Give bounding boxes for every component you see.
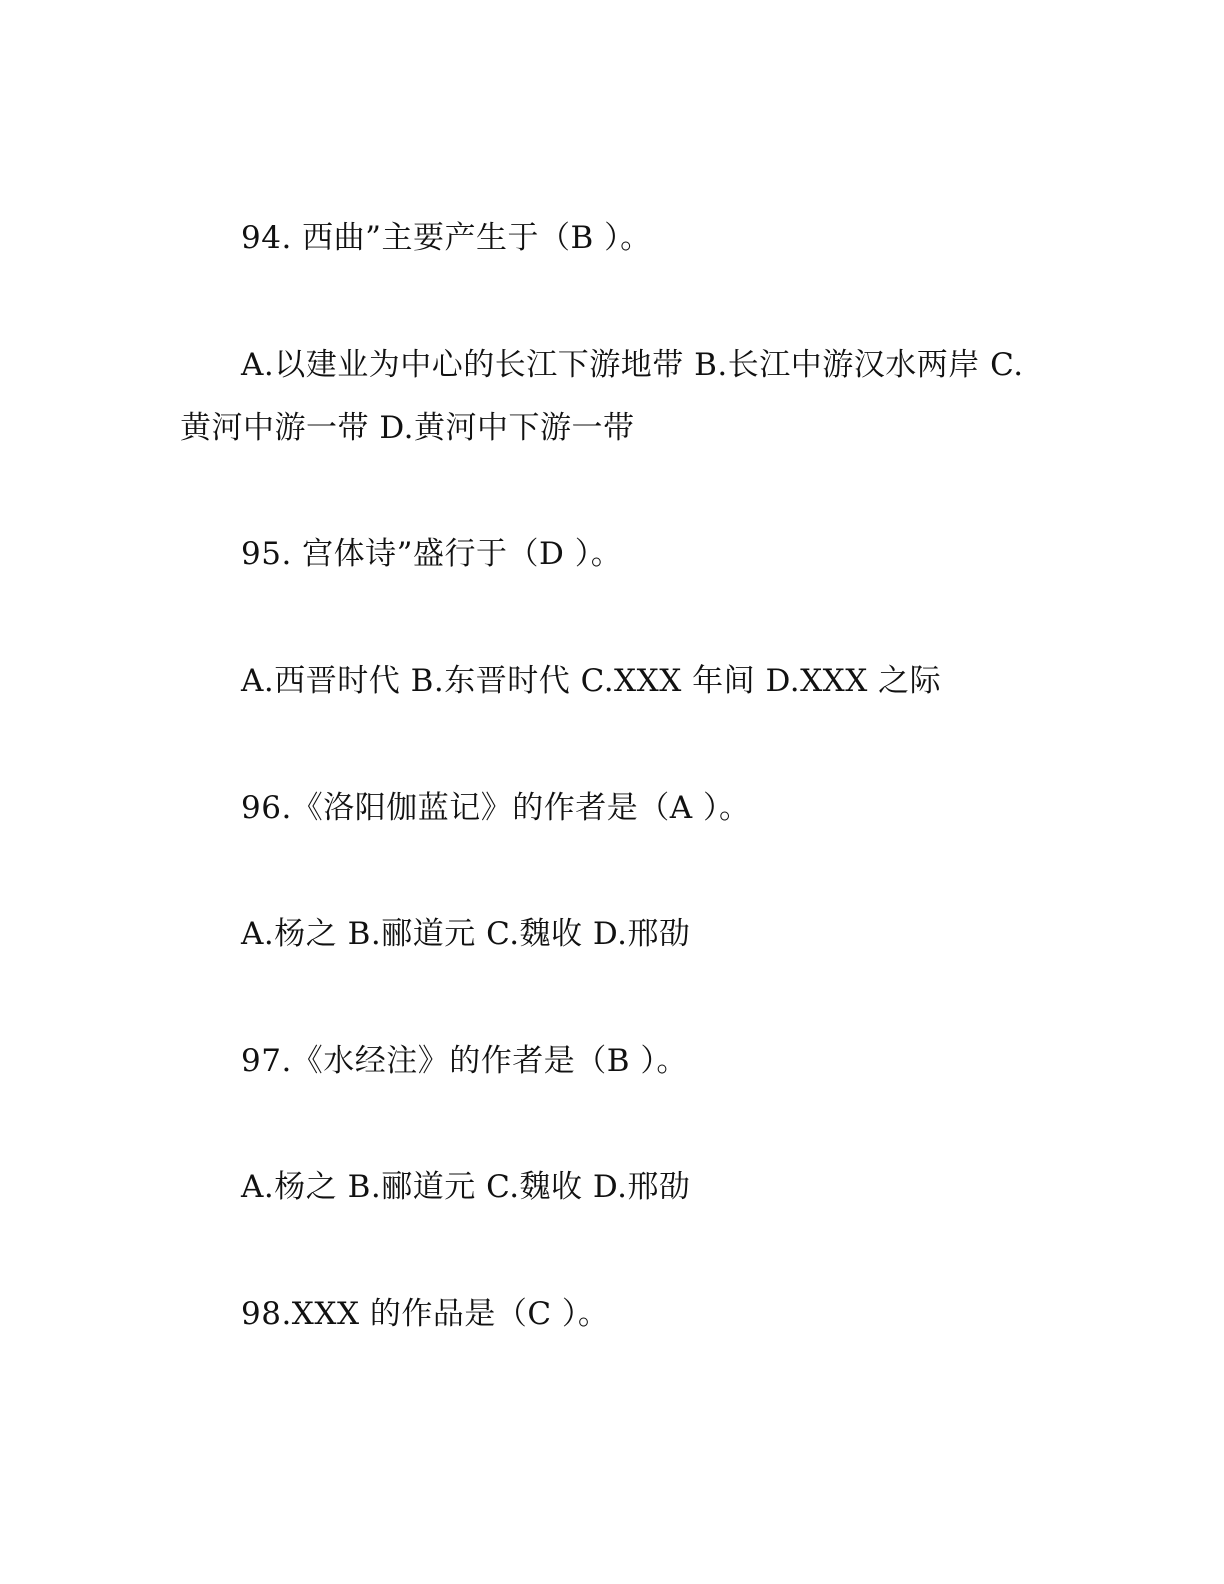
question-94-stem: 94. 西曲”主要产生于（B ）。 [241,220,652,256]
question-94-options-line1: A.以建业为中心的长江下游地带 B.长江中游汉水两岸 C. [241,347,1024,383]
question-95-stem: 95. 宫体诗”盛行于（D ）。 [241,536,623,572]
question-94-options-line2: 黄河中游一带 D.黄河中下游一带 [180,410,635,446]
question-95-options: A.西晋时代 B.东晋时代 C.XXX 年间 D.XXX 之际 [241,663,942,699]
question-97-options: A.杨之 B.郦道元 C.魏收 D.邢劭 [241,1169,691,1205]
question-98-stem: 98.XXX 的作品是（C ）。 [241,1296,610,1332]
question-96-stem: 96.《洛阳伽蓝记》的作者是（A ）。 [241,790,751,826]
question-97-stem: 97.《水经注》的作者是（B ）。 [241,1043,688,1079]
question-96-options: A.杨之 B.郦道元 C.魏收 D.邢劭 [241,916,691,952]
